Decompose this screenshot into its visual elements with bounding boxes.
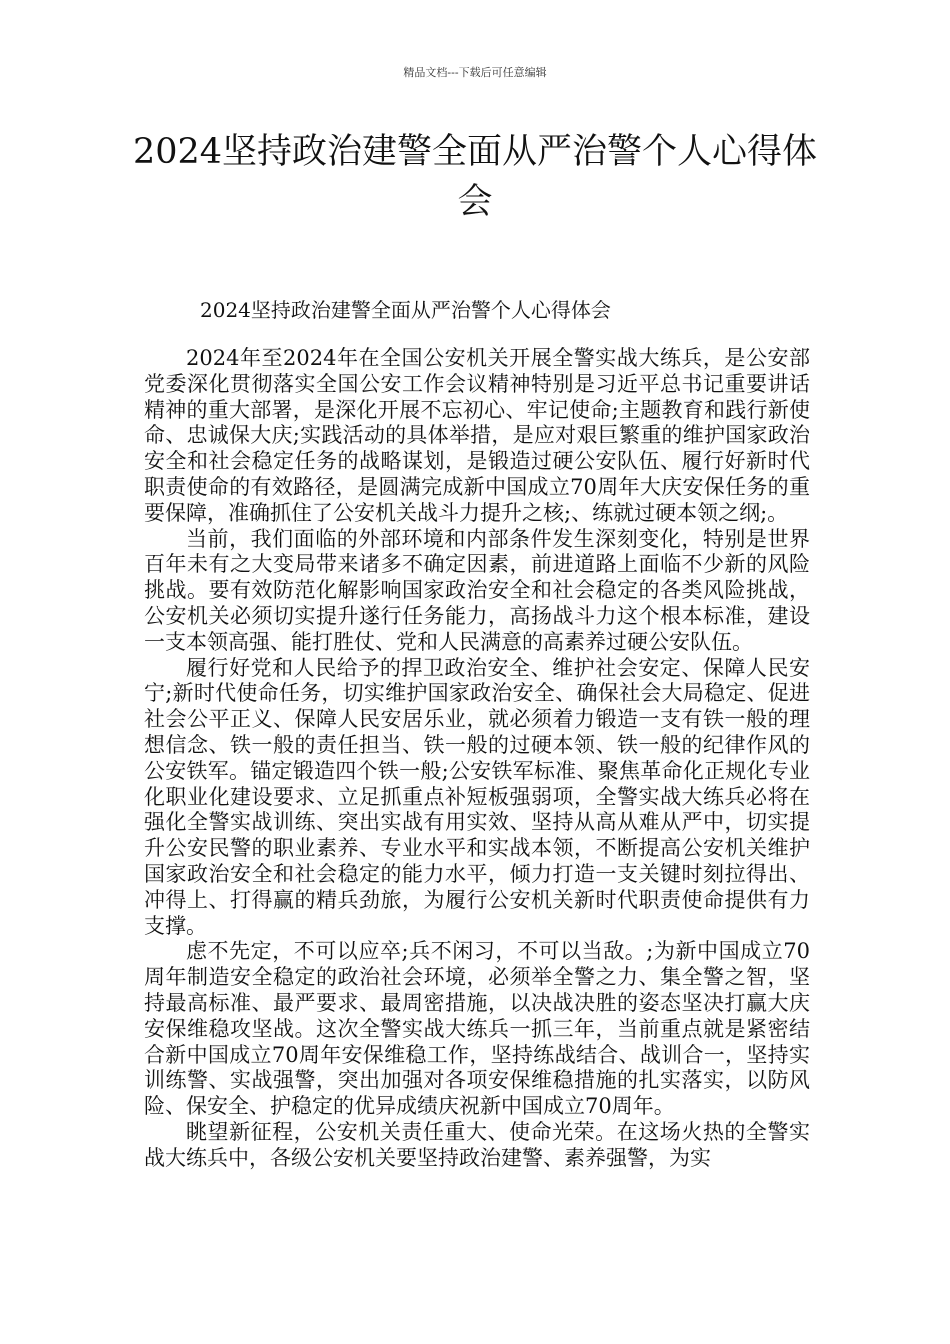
page-header-note: 精品文档---下载后可任意编辑 — [403, 66, 547, 79]
body-paragraph-4: 虑不先定，不可以应卒;兵不闲习，不可以当敌。;为新中国成立70周年制造安全稳定的政治社会环境，必须举全警之力、集全警之智，坚持最高标准、最严要求、最周密措施，以决战决胜的姿态坚决打赢大庆安保维稳攻坚战。这次全警实战大练兵一抓三年，当前重点就是紧密结合新中国成立70周年安保维稳工作，坚持练战结合、战训合一，坚持实训练警、实战强警，突出加强对各项安保维稳措施的扎实落实，以防风险、保安全、护稳定的优异成绩庆祝新中国成立70周年。 — [144, 939, 810, 1119]
body-paragraph-2: 当前，我们面临的外部环境和内部条件发生深刻变化，特别是世界百年未有之大变局带来诸多不确定因素，前进道路上面临不少新的风险挑战。要有效防范化解影响国家政治安全和社会稳定的各类风险挑战，公安机关必须切实提升遂行任务能力，高扬战斗力这个根本标准，建设一支本领高强、能打胜仗、党和人民满意的高素养过硬公安队伍。 — [144, 526, 810, 654]
document-subtitle: 2024坚持政治建警全面从严治警个人心得体会 — [200, 298, 611, 322]
body-paragraph-1: 2024年至2024年在全国公安机关开展全警实战大练兵，是公安部党委深化贯彻落实全国公安工作会议精神特别是习近平总书记重要讲话精神的重大部署，是深化开展不忘初心、牢记使命;主题教育和践行新使命、忠诚保大庆;实践活动的具体举措，是应对艰巨繁重的维护国家政治安全和社会稳定任务的战略谋划，是锻造过硬公安队伍、履行好新时代职责使命的有效路径，是圆满完成新中国成立70周年大庆安保任务的重要保障，准确抓住了公安机关战斗力提升之核;、练就过硬本领之纲;。 — [144, 346, 810, 525]
document-title: 2024坚持政治建警全面从严治警个人心得体会 — [132, 132, 818, 222]
document-body — [144, 346, 810, 1172]
body-paragraph-5: 眺望新征程，公安机关责任重大、使命光荣。在这场火热的全警实战大练兵中，各级公安机关要坚持政治建警、素养强警，为实 — [144, 1119, 810, 1170]
body-paragraph-3: 履行好党和人民给予的捍卫政治安全、维护社会安定、保障人民安宁;新时代使命任务，切实维护国家政治安全、确保社会大局稳定、促进社会公平正义、保障人民安居乐业，就必须着力锻造一支有铁一般的理想信念、铁一般的责任担当、铁一般的过硬本领、铁一般的纪律作风的公安铁军。锚定锻造四个铁一般;公安铁军标准、聚焦革命化正规化专业化职业化建设要求、立足抓重点补短板强弱项，全警实战大练兵必将在强化全警实战训练、突出实战有用实效、坚持从高从难从严中，切实提升公安民警的职业素养、专业水平和实战本领，不断提高公安机关维护国家政治安全和社会稳定的能力水平，倾力打造一支关键时刻拉得出、冲得上、打得赢的精兵劲旅，为履行公安机关新时代职责使命提供有力支撑。 — [144, 655, 810, 938]
